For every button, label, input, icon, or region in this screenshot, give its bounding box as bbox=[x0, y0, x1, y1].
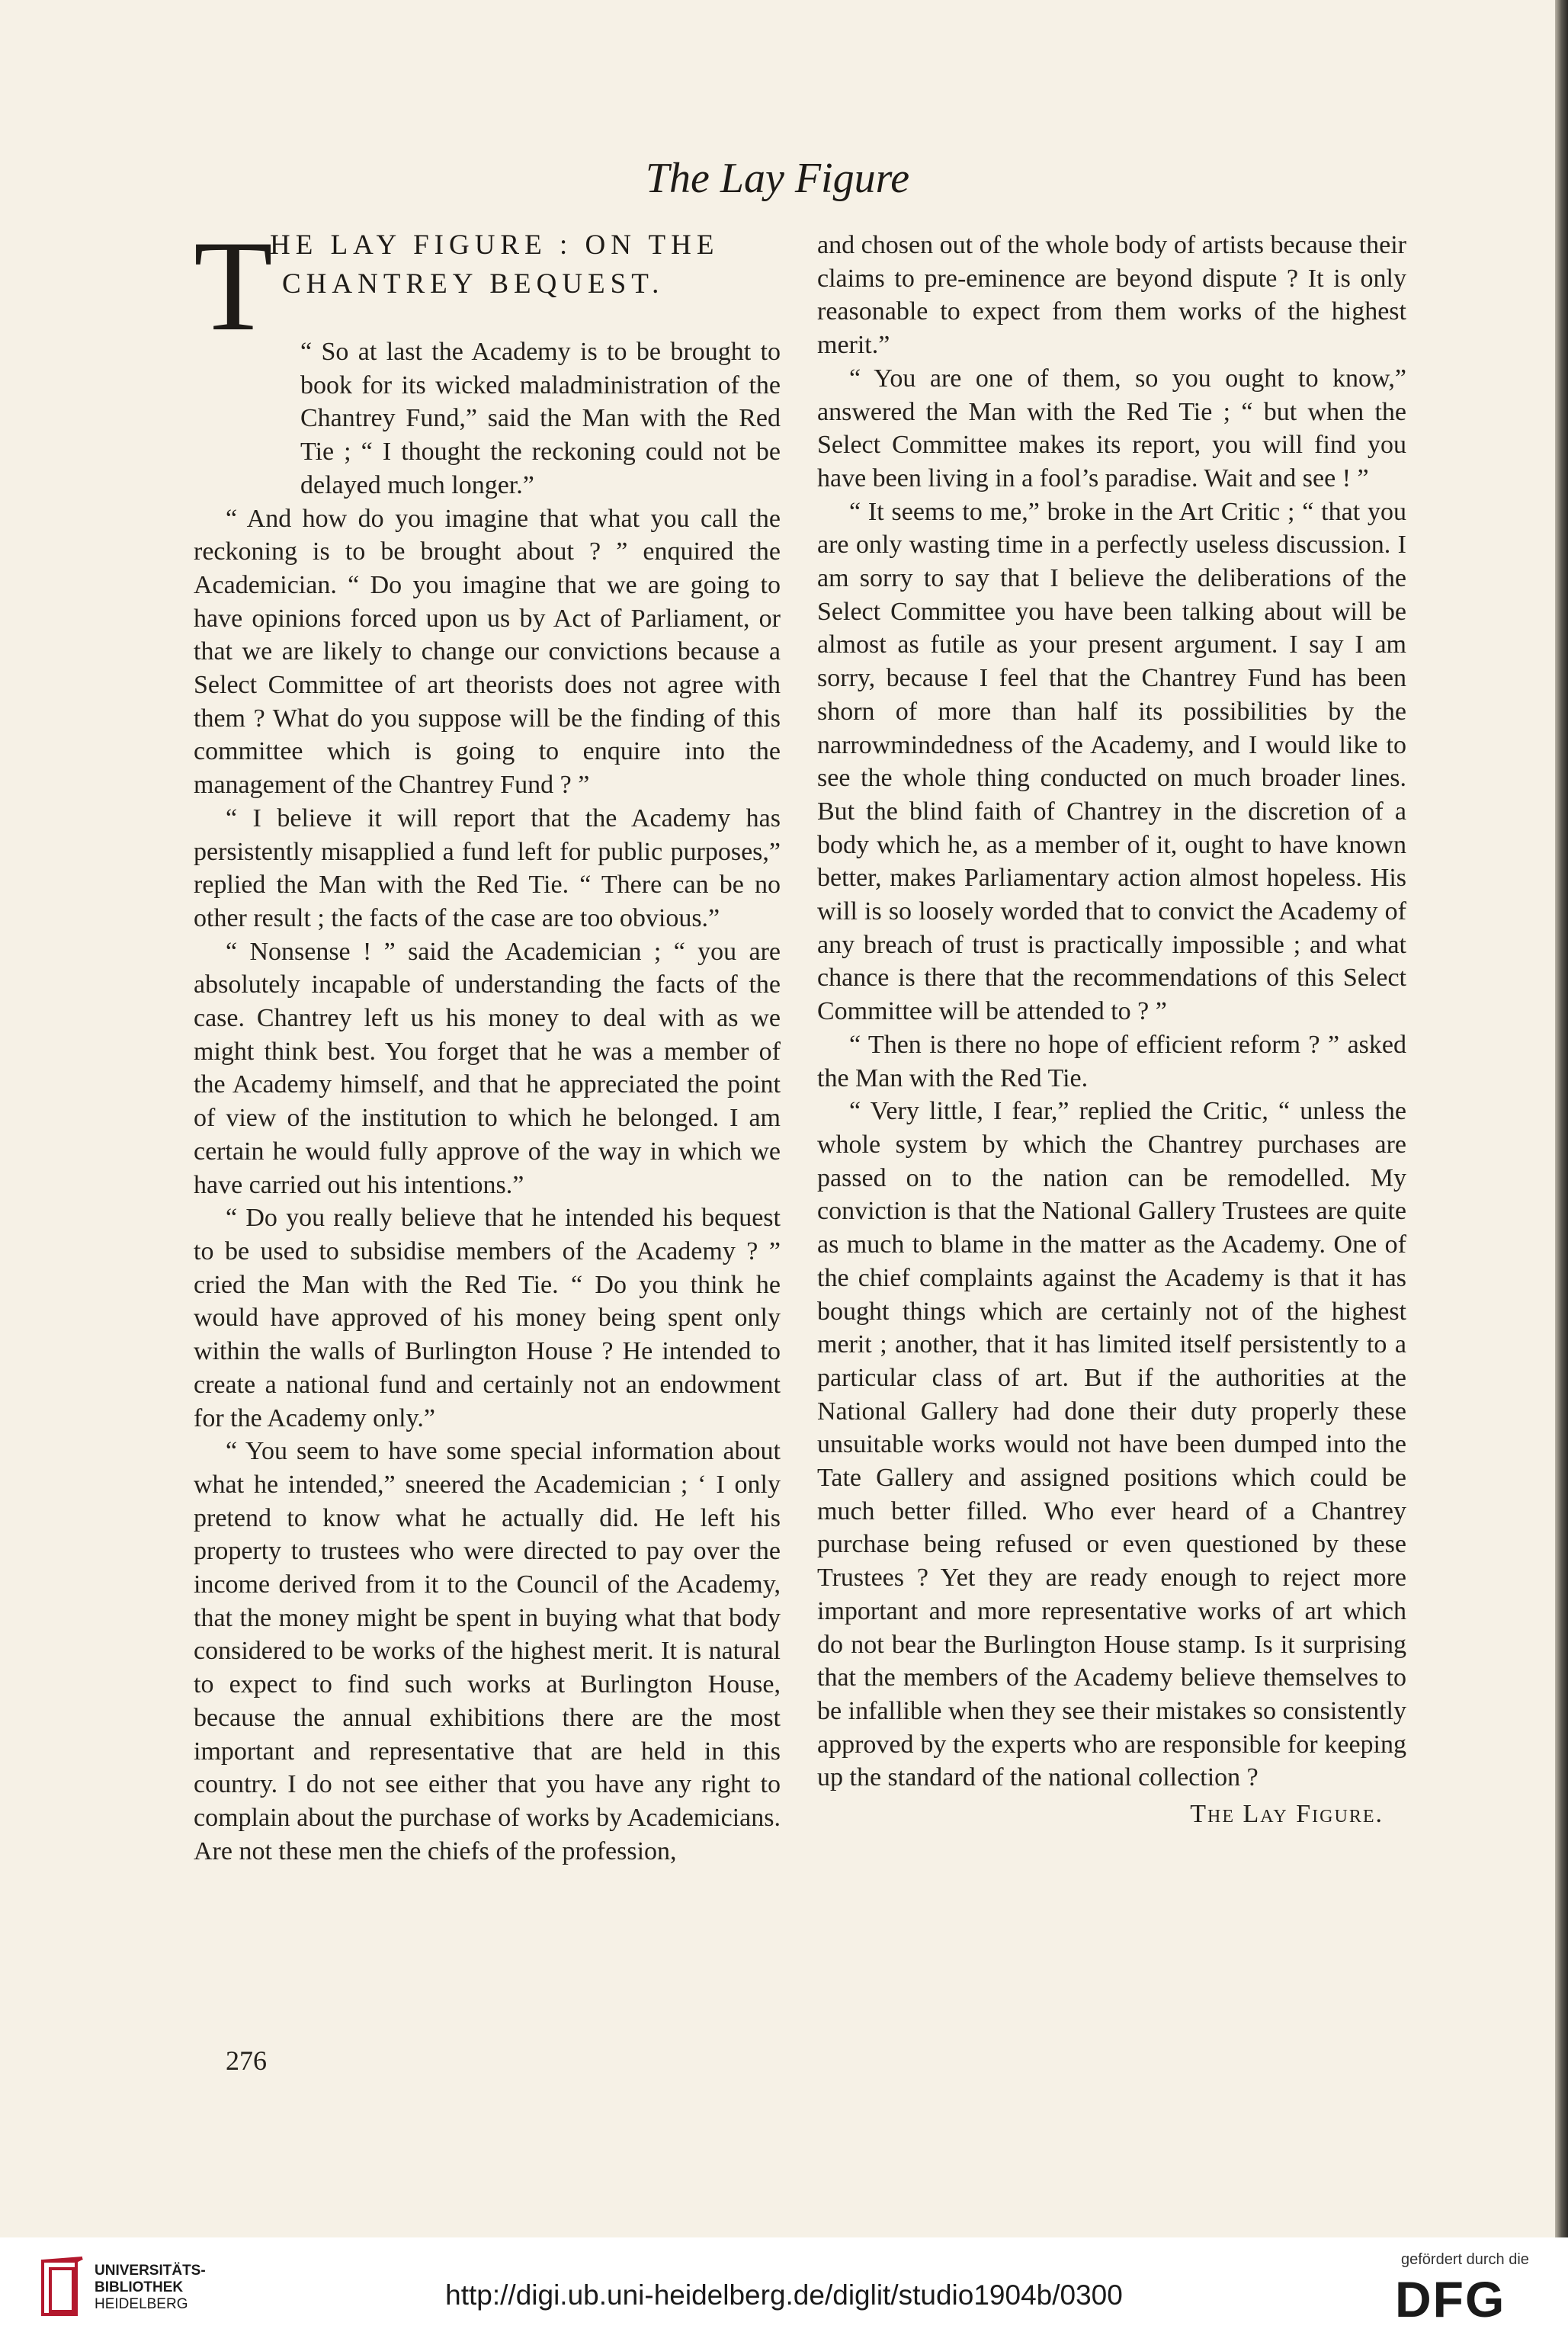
left-column bbox=[194, 214, 781, 1868]
continued-paragraph: and chosen out of the whole body of artists because their claims to pre-eminence are beyond dispute ? It is only reasonable to expect from them works of the highest merit.” bbox=[817, 231, 1406, 360]
page-number: 276 bbox=[226, 2045, 267, 2076]
paragraph: “ Do you really believe that he intended his bequest to be used to subsidise members of the Academy ? ” cried the Man with the Red Tie. “ Do you think he would have approved of his money being spent only within the walls of Burlington House ? He intended to create a national fund and certainly not an endowment for the Academy only.” bbox=[194, 1204, 781, 1432]
paragraph: “ I believe it will report that the Academy has persistently misapplied a fund left for public purposes,” replied the Man with the Red Tie. “ There can be no other result ; the facts of the case are too obvious.” bbox=[194, 804, 781, 932]
right-column bbox=[817, 229, 1406, 1831]
library-name-line: HEIDELBERG bbox=[95, 2296, 188, 2312]
opening-paragraph: “ So at last the Academy is to be brought to book for its wicked maladministration of the Chantrey Fund,” said the Man with the Red Tie ; “ I thought the reckoning could not be delayed much longer.” bbox=[300, 338, 781, 499]
page-edge-shadow bbox=[1555, 0, 1568, 2237]
library-name-line: UNIVERSITÄTS- bbox=[95, 2263, 206, 2279]
article-title-line-2: CHANTREY BEQUEST. bbox=[282, 268, 665, 300]
paragraph: “ You seem to have some special information about what he intended,” sneered the Academician ; ‘ I only pretend to know what he actually did. He left his property to trustees who were directed to pay over the income derived from it to the Council of the Academy, that the money might be spent in buying what that body considered to be works of the highest merit. It is natural to expect to find such works at Burlington House, because the annual exhibitions there are the most important and representative that are held in this country. I do not see either that you have any right to complain about the purchase of works by Academicians. Are not these men the chiefs of the profession, bbox=[194, 1437, 781, 1865]
funded-by-label: gefördert durch die bbox=[1401, 2251, 1529, 2268]
paragraph: “ Very little, I fear,” replied the Critic, “ unless the whole system by which the Chantrey purchases are passed on to the nation can be remodelled. My conviction is that the National Gallery Trustees are quite as much to blame in the matter as the Academy. One of the chief complaints against the Academy is that it has bought things which are certainly not of the highest merit ; another, that it has limited itself persistently to a particular class of art. But if the authorities at the National Gallery had done their duty properly these unsuitable works would not have been dumped into the Tate Gallery and assigned positions which could be much better filled. Who ever heard of a Chantrey purchase being refused or even questioned by these Trustees ? Yet they are ready enough to reject more important and more representative works of art which do not bear the Burlington House stamp. Is it surprising that the members of the Academy believe themselves to be infallible when they see their mistakes so consistently approved by the experts who are responsible for keeping up the standard of the national collection ? bbox=[817, 1097, 1406, 1792]
article-title-block bbox=[194, 214, 781, 358]
signature: The Lay Figure. bbox=[1190, 1800, 1384, 1829]
library-name-line: BIBLIOTHEK bbox=[95, 2279, 184, 2295]
drop-cap: T bbox=[194, 214, 273, 358]
paragraph: “ You are one of them, so you ought to know,” answered the Man with the Red Tie ; “ but when the Select Committee makes its report, you will find you have been living in a fool’s paradise. Wait and see ! ” bbox=[817, 364, 1406, 492]
dfg-logo: DFG bbox=[1395, 2271, 1506, 2327]
paragraph: “ Nonsense ! ” said the Academician ; “ you are absolutely incapable of understanding the facts of the case. Chantrey left us his money to deal with as we might think best. You forget that he was a member of the Academy himself, and that he appreciated the point of view of the institution to which he belonged. I am certain he would fully approve of the way in which we have carried out his intentions.” bbox=[194, 937, 781, 1199]
paragraph: “ Then is there no hope of efficient reform ? ” asked the Man with the Red Tie. bbox=[817, 1030, 1406, 1092]
source-url-link[interactable]: http://digi.ub.uni-heidelberg.de/diglit/studio1904b/0300 bbox=[445, 2279, 1123, 2311]
paragraph: “ It seems to me,” broke in the Art Critic ; “ that you are only wasting time in a perfectly useless discussion. I am sorry to say that I believe the deliberations of the Select Committee you have been talking about will be almost as futile as your present argument. I say I am sorry, because I feel that the Chantrey Fund has been shorn of more than half its possibilities by the narrowmindedness of the Academy, and I would like to see the whole thing conducted on much broader lines. But the blind faith of Chantrey in the discretion of a body which he, as a member of it, ought to have known better, makes Parliamentary action almost hopeless. His will is so loosely worded that to convict the Academy of any breach of trust is practically impossible ; and what chance is there that the recommendations of this Select Committee will be attended to ? ” bbox=[817, 497, 1406, 1026]
running-head: The Lay Figure bbox=[645, 155, 910, 202]
paragraph: “ And how do you imagine that what you call the reckoning is to be brought about ? ” enquired the Academician. “ Do you imagine that we are going to have opinions forced upon us by Act of Parliament, or that we are likely to change our convictions because a Select Committee of art theorists does not agree with them ? What do you suppose will be the finding of this committee which is going to enquire into the management of the Chantrey Fund ? ” bbox=[194, 504, 781, 800]
article-title-line-1: HE LAY FIGURE : ON THE bbox=[270, 229, 720, 261]
